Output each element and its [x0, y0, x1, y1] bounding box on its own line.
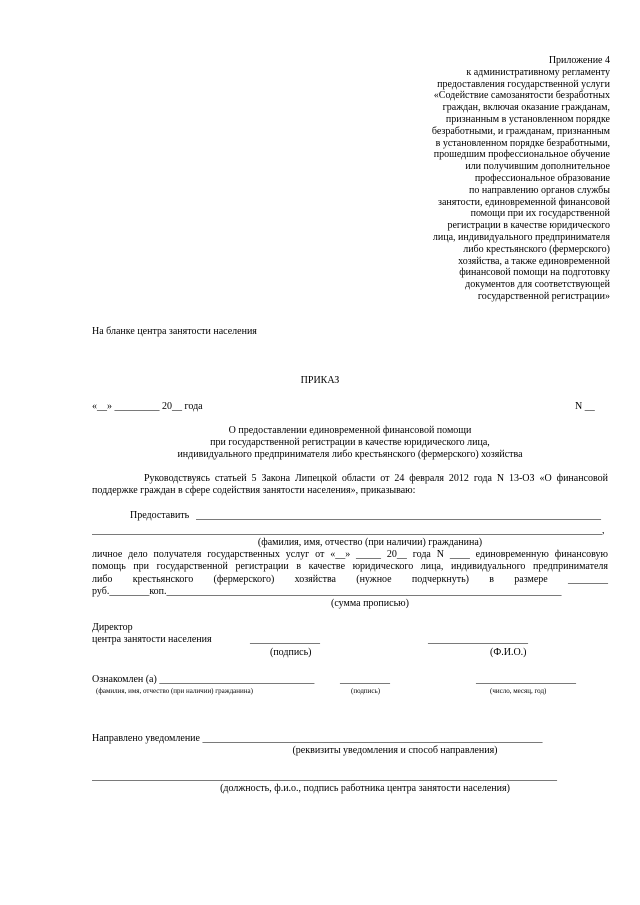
appendix-block: [360, 55, 610, 303]
acquainted-fio-hint: (фамилия, имя, отчество (при наличии) гражданина): [96, 687, 253, 695]
blank-note: На бланке центра занятости населения: [92, 326, 257, 337]
subject-line: О предоставлении единовременной финансовой помощи: [228, 425, 472, 436]
subject-line: индивидуального предпринимателя либо крестьянского (фермерского) хозяйства: [177, 449, 523, 460]
director-signature-blank: ______________: [250, 634, 320, 645]
appendix-line: документов для соответствующей: [465, 279, 610, 291]
acquainted-signature-hint: (подпись): [351, 687, 381, 695]
appendix-line: лица, индивидуального предпринимателя: [432, 231, 610, 243]
appendix-line: занятости, единовременной финансовой: [438, 196, 610, 208]
body-line: личное дело получателя государственных услуг от «__» _____ 20__ года N ____ единовременную финансовую: [92, 549, 608, 560]
appendix-line: Приложение 4: [548, 55, 610, 66]
acquainted-date-hint: (число, месяц, год): [490, 687, 547, 695]
appendix-line: регистрации в качестве юридического: [447, 220, 610, 232]
appendix-line: «Содействие самозанятости безработных: [433, 90, 610, 102]
appendix-line: финансовой помощи на подготовку: [459, 267, 610, 279]
order-number: N __: [575, 401, 595, 412]
appendix-line: граждан, включая оказание гражданам,: [442, 102, 610, 114]
appendix-line: предоставления государственной услуги: [437, 78, 610, 90]
final-hint: (должность, ф.и.о., подпись работника центра занятости населения): [220, 783, 510, 794]
signature-hint: (подпись): [270, 647, 312, 658]
acquainted-line: Ознакомлен (а) _______________________________: [92, 674, 315, 685]
appendix-line: государственной регистрации»: [477, 290, 610, 302]
provide-line: _________________________________________________________________________________: [196, 510, 601, 521]
acquainted-date-blank: ____________________: [476, 674, 576, 685]
subject-line: при государственной регистрации в качестве юридического лица,: [210, 437, 490, 448]
rubles-line: руб.________коп._______________________________________________________________________________: [92, 586, 562, 597]
appendix-line: к административному регламенту: [466, 66, 610, 78]
fio-hint: (фамилия, имя, отчество (при наличии) гражданина): [257, 537, 483, 548]
appendix-line: профессиональное образование: [474, 172, 610, 184]
appendix-line: или получившим дополнительное: [465, 161, 610, 173]
appendix-line: в установленном порядке безработными,: [435, 137, 610, 149]
fio-short-hint: (Ф.И.О.): [490, 647, 527, 658]
appendix-line: по направлению органов службы: [469, 184, 610, 196]
final-signature-line: _____________________________________________________________________________________________: [92, 771, 557, 782]
appendix-line: либо крестьянского (фермерского): [463, 243, 610, 255]
director-fio-blank: ____________________: [428, 634, 528, 645]
basis-line: Руководствуясь статьей 5 Закона Липецкой области от 24 февраля 2012 года N 13-ОЗ «О финансовой: [144, 473, 608, 484]
recipient-line: ______________________________________________________________________________________________________,: [92, 525, 605, 536]
sum-hint: (сумма прописью): [331, 598, 409, 609]
appendix-line: хозяйства, а также единовременной: [458, 255, 610, 267]
body-line: либо крестьянского (фермерского) хозяйства (нужное подчеркнуть) в размере ________: [92, 574, 608, 585]
order-date: «__» _________ 20__ года: [92, 401, 203, 412]
notice-hint: (реквизиты уведомления и способ направления): [292, 745, 498, 756]
appendix-line: помощи при их государственной: [470, 208, 610, 220]
director-org: центра занятости населения: [92, 634, 212, 645]
body-line: помощь при государственной регистрации в качестве юридического лица, индивидуального предпринимателя: [92, 561, 608, 572]
notice-line: Направлено уведомление ____________________________________________________________________: [92, 733, 543, 744]
appendix-line: признанным в установленном порядке: [445, 113, 610, 125]
provide-label: Предоставить: [130, 510, 190, 521]
director-title: Директор: [92, 622, 133, 633]
appendix-line: прошедшим профессиональное обучение: [433, 149, 610, 161]
document-title: ПРИКАЗ: [300, 375, 340, 386]
acquainted-signature-blank: __________: [340, 674, 390, 685]
appendix-line: безработными, и гражданам, признанным: [431, 125, 610, 137]
basis-line: поддержке граждан в сфере содействия занятости населения», приказываю:: [92, 485, 416, 496]
